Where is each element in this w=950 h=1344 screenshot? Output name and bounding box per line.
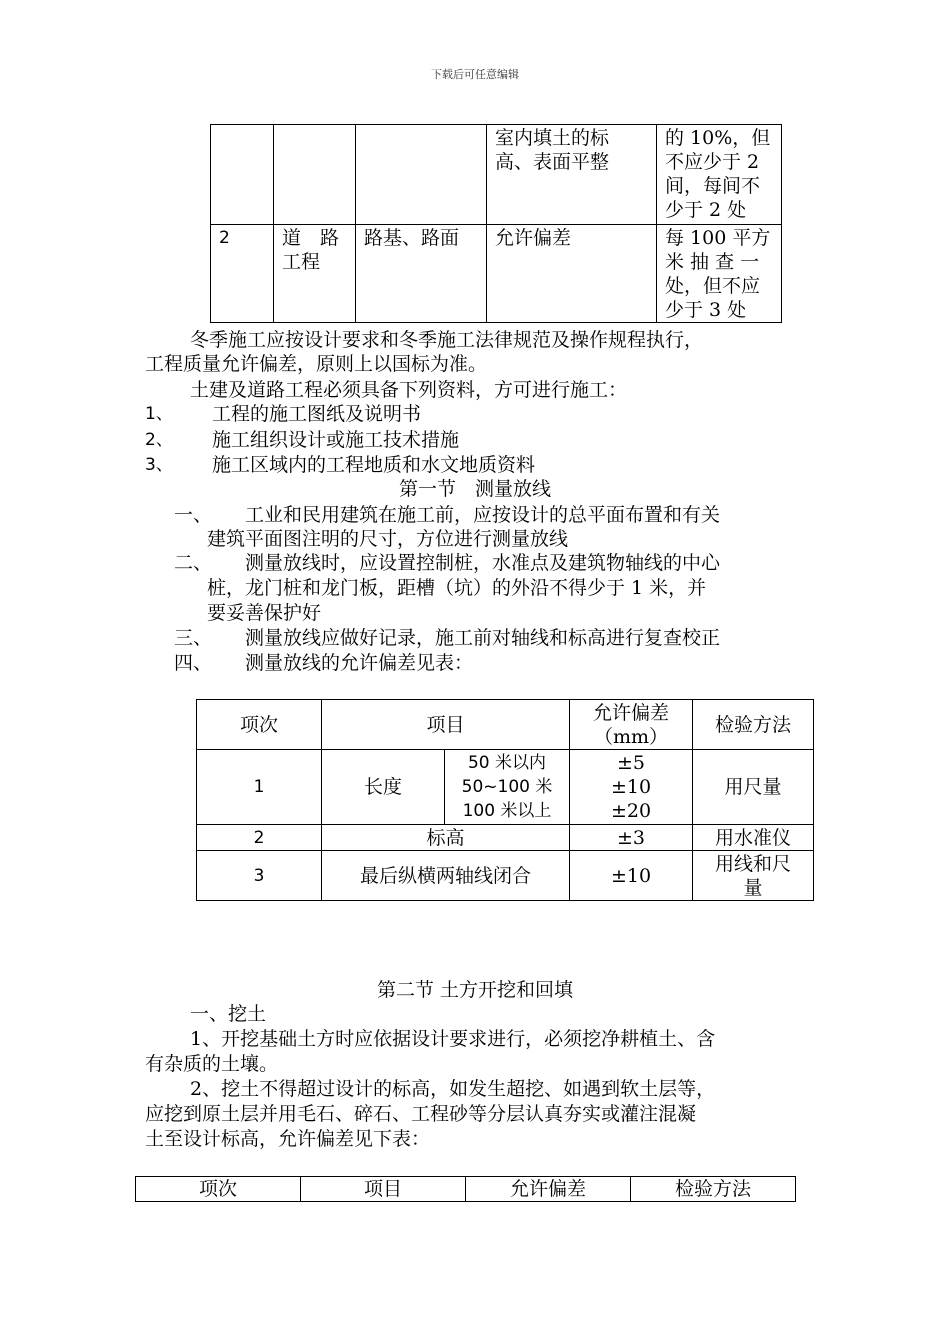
table-row (197, 750, 814, 825)
list-item: 桩，龙门桩和龙门板，距槽（坑）的外沿不得少于 1 米，并 (207, 577, 707, 599)
paragraph-line: 2、挖土不得超过设计的标高，如发生超挖、如遇到软土层等， (190, 1078, 716, 1100)
paragraph-line: 工程质量允许偏差，原则上以国标为准。 (145, 353, 488, 375)
table-cell (657, 225, 782, 323)
list-item: 工业和民用建筑在施工前，应按设计的总平面布置和有关 (245, 504, 721, 526)
table-cell: 标高 (322, 825, 570, 851)
header-cell: 检验方法 (693, 700, 814, 750)
cell-line: 量 (743, 876, 763, 899)
paragraph: 土建及道路工程必须具备下列资料，方可进行施工： (190, 379, 628, 401)
table-cell: 路基、路面 (356, 225, 487, 323)
table-row (197, 851, 814, 901)
cell-line: 少于 2 处 (665, 199, 747, 221)
cell-line: （mm） (593, 725, 669, 748)
table-row (197, 825, 814, 851)
cell-line: 50 米以内 (467, 753, 547, 773)
table-row (211, 225, 782, 323)
table-cell (657, 125, 782, 225)
survey-tolerance-table (196, 699, 814, 901)
paragraph-line: 土至设计标高，允许偏差见下表： (145, 1128, 431, 1150)
table-cell: 用尺量 (693, 750, 814, 825)
table-cell (570, 750, 693, 825)
table-cell: ±3 (570, 825, 693, 851)
excavation-tolerance-table (135, 1176, 796, 1202)
cell-line: 的 10%，但 (665, 127, 771, 149)
cell-line: 100 米以上 (462, 801, 552, 821)
table-cell (211, 125, 274, 225)
list-number: 二、 (174, 552, 213, 574)
list-number: 1、 (145, 404, 173, 424)
header-cell: 检验方法 (631, 1177, 796, 1202)
list-number: 3、 (145, 455, 173, 475)
list-item: 测量放线的允许偏差见表： (245, 652, 474, 674)
list-item: 工程的施工图纸及说明书 (212, 403, 422, 425)
list-item: 要妥善保护好 (207, 602, 322, 624)
table-cell: 3 (197, 851, 322, 901)
cell-line: 室内填土的标 (495, 127, 610, 149)
cell-line: ±20 (610, 800, 652, 822)
cell-line: 50~100 米 (461, 777, 553, 797)
paragraph-line: 1、开挖基础土方时应依据设计要求进行，必须挖净耕植土、含 (190, 1028, 716, 1050)
table-cell: 2 (211, 225, 274, 323)
table-cell (274, 225, 356, 323)
table-cell (274, 125, 356, 225)
paragraph-line: 应挖到原土层并用毛石、碎石、工程砂等分层认真夯实或灌注混凝 (145, 1103, 697, 1125)
table-cell: 允许偏差 (487, 225, 657, 323)
table-cell (445, 750, 570, 825)
list-number: 2、 (145, 430, 173, 450)
header-cell: 项次 (136, 1177, 301, 1202)
header-cell: 允许偏差 (466, 1177, 631, 1202)
table-header-row (136, 1177, 796, 1202)
cell-line: 处，但不应 (665, 275, 761, 297)
cell-line: 道 路 (282, 227, 340, 249)
list-item: 建筑平面图注明的尺寸，方位进行测量放线 (207, 528, 569, 550)
cell-line: 不应少于 2 (665, 151, 760, 173)
table-header-row (197, 700, 814, 750)
table-cell (693, 851, 814, 901)
table-cell: 2 (197, 825, 322, 851)
table-cell (487, 125, 657, 225)
list-number: 四、 (174, 652, 213, 674)
list-number: 一、 (174, 504, 213, 526)
paragraph-line: 冬季施工应按设计要求和冬季施工法律规范及操作规程执行， (190, 329, 704, 351)
cell-line: ±10 (610, 776, 652, 798)
cell-line: 工程 (282, 251, 321, 273)
table-cell: ±10 (570, 851, 693, 901)
page-header: 下载后可任意编辑 (431, 68, 519, 81)
table-cell: 1 (197, 750, 322, 825)
cell-line: 少于 3 处 (665, 299, 747, 321)
header-cell: 项目 (322, 700, 570, 750)
list-item: 施工区域内的工程地质和水文地质资料 (212, 454, 536, 476)
cell-line: 用线和尺 (714, 852, 791, 875)
list-item: 测量放线应做好记录，施工前对轴线和标高进行复查校正 (245, 627, 721, 649)
list-item: 施工组织设计或施工技术措施 (212, 429, 460, 451)
inspection-table (210, 124, 782, 323)
header-cell (570, 700, 693, 750)
list-number: 三、 (174, 627, 213, 649)
table-cell: 长度 (322, 750, 445, 825)
cell-line: 高、表面平整 (495, 151, 610, 173)
cell-line: 米 抽 查 一 (665, 251, 760, 273)
cell-line: ±5 (616, 752, 645, 774)
header-cell: 项目 (301, 1177, 466, 1202)
subheading: 一、挖土 (190, 1003, 267, 1025)
cell-line: 间，每间不 (665, 175, 761, 197)
cell-line: 每 100 平方 (665, 227, 771, 249)
table-cell: 最后纵横两轴线闭合 (322, 851, 570, 901)
paragraph-line: 有杂质的土壤。 (145, 1053, 279, 1075)
table-cell: 用水准仪 (693, 825, 814, 851)
section-title: 第二节 土方开挖和回填 (376, 979, 574, 1001)
cell-line: 允许偏差 (592, 701, 669, 724)
list-item: 测量放线时，应设置控制桩，水准点及建筑物轴线的中心 (245, 552, 721, 574)
header-cell: 项次 (197, 700, 322, 750)
table-row (211, 125, 782, 225)
table-cell (356, 125, 487, 225)
section-title: 第一节 测量放线 (398, 478, 551, 500)
